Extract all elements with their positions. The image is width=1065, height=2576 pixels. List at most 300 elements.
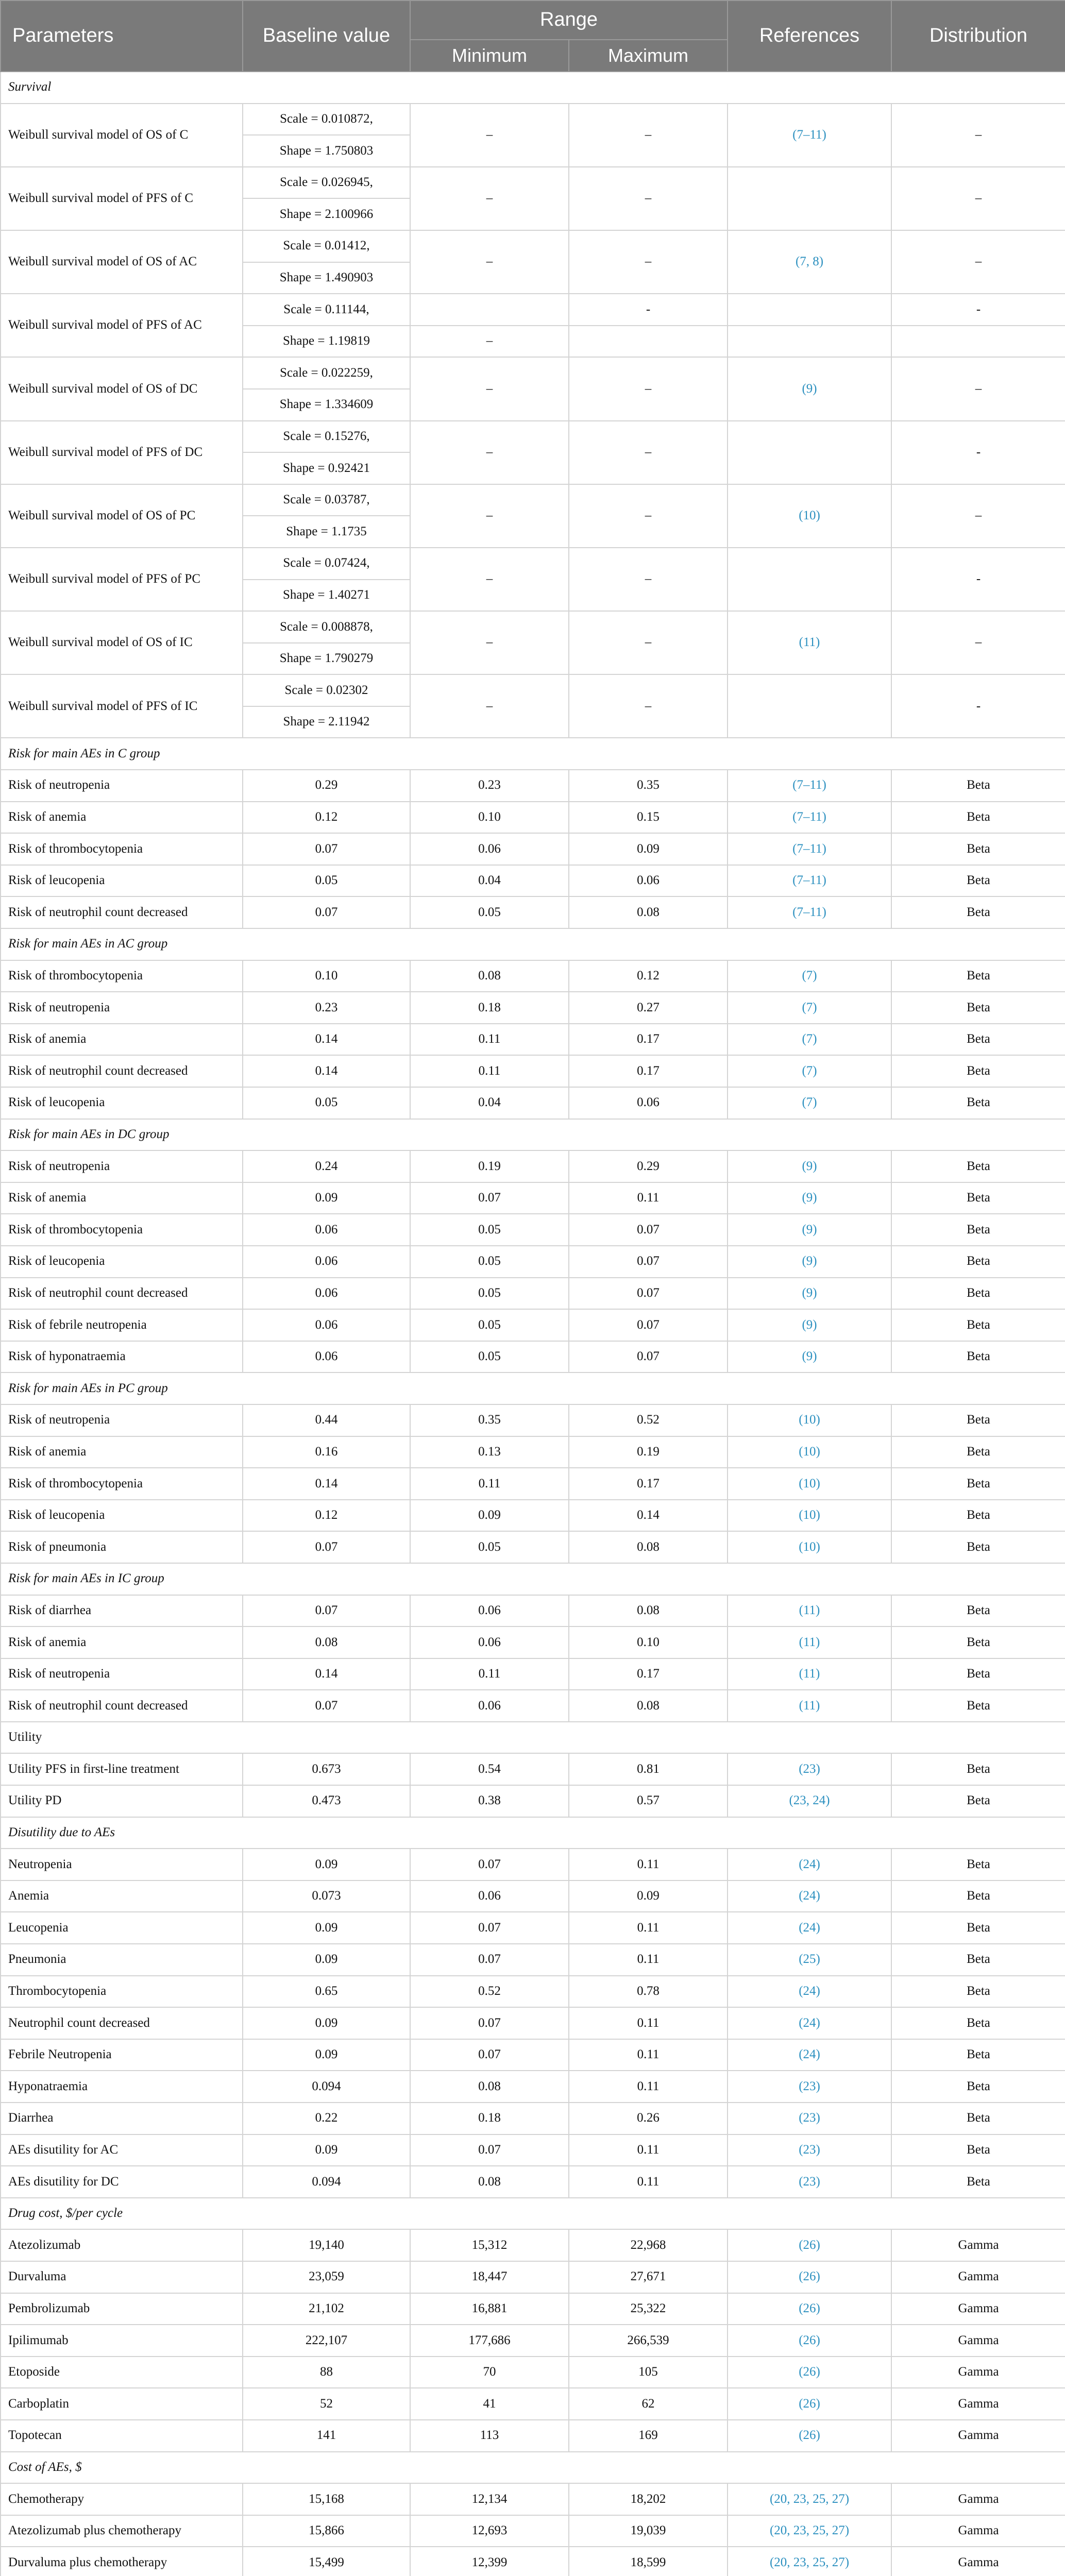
baseline-value: 0.07 [243,1595,410,1627]
reference-link: (7–11) [728,104,891,167]
range-minimum: 18,447 [410,2261,569,2293]
reference-link: (20, 23, 25, 27) [728,2515,891,2547]
section-row [1,2452,1065,2484]
reference-link: (10) [728,1500,891,1532]
parameter-name: Ipilimumab [1,2325,243,2357]
range-minimum: 12,399 [410,2547,569,2576]
range-minimum: 41 [410,2388,569,2420]
table-row [1,611,1065,643]
baseline-scale: Scale = 0.03787, [243,484,410,516]
range-maximum: – [569,230,728,294]
distribution: Beta [891,2039,1065,2071]
reference-link: (23) [728,1753,891,1785]
range-minimum: 0.05 [410,1531,569,1563]
baseline-value: 0.09 [243,2007,410,2039]
baseline-value: 19,140 [243,2229,410,2261]
table-row [1,1182,1065,1214]
parameter-name: AEs disutility for AC [1,2134,243,2166]
parameter-name: Anemia [1,1880,243,1912]
baseline-value: 0.06 [243,1309,410,1341]
reference-link: (26) [728,2388,891,2420]
range-maximum: 0.11 [569,2166,728,2198]
range-minimum: – [410,674,569,738]
table-row [1,1309,1065,1341]
reference-link: (24) [728,1880,891,1912]
range-minimum: 0.52 [410,1976,569,2008]
distribution: Beta [891,1595,1065,1627]
reference-link: (7–11) [728,770,891,802]
table-row [1,1214,1065,1246]
range-maximum: 27,671 [569,2261,728,2293]
range-minimum: 0.05 [410,1341,569,1373]
parameter-name: Utility PD [1,1785,243,1817]
range-maximum: 0.10 [569,1626,728,1658]
range-maximum: 0.17 [569,1055,728,1087]
range-minimum: 0.06 [410,1880,569,1912]
parameter-name: Risk of neutropenia [1,1404,243,1436]
reference-link: (11) [728,1658,891,1690]
reference-link: (7–11) [728,896,891,928]
reference-link: (7–11) [728,802,891,834]
range-maximum: 18,202 [569,2483,728,2515]
distribution: Beta [891,1753,1065,1785]
table-row [1,1468,1065,1500]
table-row [1,992,1065,1024]
baseline-value: 0.094 [243,2071,410,2103]
reference-link: (23) [728,2103,891,2134]
parameter-name: Risk of hyponatraemia [1,1341,243,1373]
distribution: Beta [891,1278,1065,1310]
range-maximum: – [569,104,728,167]
range-minimum: 0.35 [410,1404,569,1436]
table-row [1,548,1065,580]
parameter-name: Febrile Neutropenia [1,2039,243,2071]
table-row [1,1880,1065,1912]
table-row [1,294,1065,326]
baseline-value: 0.07 [243,1690,410,1722]
section-row [1,1372,1065,1404]
table-row [1,1658,1065,1690]
baseline-value: 0.09 [243,2039,410,2071]
range-maximum: 0.11 [569,1182,728,1214]
distribution: Beta [891,1912,1065,1944]
table-row [1,1341,1065,1373]
range-minimum: 0.23 [410,770,569,802]
range-maximum: 0.11 [569,1849,728,1880]
reference-link: (23, 24) [728,1785,891,1817]
parameter-name: Risk of anemia [1,802,243,834]
range-maximum: 0.27 [569,992,728,1024]
header-baseline-value: Baseline value [243,1,410,72]
baseline-scale: Scale = 0.02302 [243,674,410,706]
reference-link: (7) [728,1024,891,1056]
range-maximum: 0.11 [569,2039,728,2071]
range-maximum: 18,599 [569,2547,728,2576]
parameter-name: Risk of pneumonia [1,1531,243,1563]
parameter-name: Risk of thrombocytopenia [1,1468,243,1500]
range-minimum: – [410,421,569,484]
range-minimum: 0.07 [410,1912,569,1944]
distribution: Gamma [891,2547,1065,2576]
range-maximum: 0.78 [569,1976,728,2008]
range-minimum: 0.07 [410,2039,569,2071]
distribution: Gamma [891,2515,1065,2547]
parameter-name: Pneumonia [1,1944,243,1976]
parameter-name: Risk of thrombocytopenia [1,833,243,865]
baseline-value: 0.09 [243,1944,410,1976]
table-row [1,896,1065,928]
baseline-value: 0.09 [243,2134,410,2166]
baseline-value: 0.094 [243,2166,410,2198]
table-row [1,2388,1065,2420]
parameter-name: Neutrophil count decreased [1,2007,243,2039]
reference-link: (24) [728,1912,891,1944]
distribution: Gamma [891,2483,1065,2515]
table-row [1,167,1065,199]
range-minimum: 0.18 [410,992,569,1024]
section-heading: Cost of AEs, $ [1,2452,1065,2484]
parameter-name: Risk of neutropenia [1,1658,243,1690]
baseline-scale: Scale = 0.026945, [243,167,410,199]
reference-link: (23) [728,2071,891,2103]
parameter-name: Weibull survival model of PFS of IC [1,674,243,738]
reference-link: (11) [728,611,891,674]
range-minimum: 0.07 [410,2007,569,2039]
table-row [1,1944,1065,1976]
distribution: Beta [891,833,1065,865]
reference-link: (11) [728,1595,891,1627]
range-minimum: 0.04 [410,1087,569,1119]
parameter-name: Atezolizumab plus chemotherapy [1,2515,243,2547]
range-minimum: – [410,357,569,420]
reference-link: (24) [728,2007,891,2039]
distribution: Beta [891,1468,1065,1500]
range-maximum: 0.14 [569,1500,728,1532]
parameter-name: Diarrhea [1,2103,243,2134]
range-minimum: 0.09 [410,1500,569,1532]
reference-link: (9) [728,1182,891,1214]
range-minimum: 0.06 [410,833,569,865]
range-maximum: 0.17 [569,1024,728,1056]
parameter-name: Durvaluma plus chemotherapy [1,2547,243,2576]
range-minimum: 0.05 [410,1309,569,1341]
reference-link: (10) [728,1404,891,1436]
range-minimum: 0.07 [410,1944,569,1976]
distribution: Gamma [891,2261,1065,2293]
parameter-name: Risk of thrombocytopenia [1,1214,243,1246]
distribution: Beta [891,2103,1065,2134]
distribution: – [891,484,1065,548]
reference-link: (9) [728,1214,891,1246]
parameter-name: Weibull survival model of OS of AC [1,230,243,294]
section-heading: Risk for main AEs in C group [1,738,1065,770]
table-row [1,484,1065,516]
table-row [1,2039,1065,2071]
table-row [1,1626,1065,1658]
range-maximum: 0.19 [569,1436,728,1468]
baseline-value: 15,499 [243,2547,410,2576]
range-minimum: 0.11 [410,1468,569,1500]
range-minimum [410,294,569,326]
distribution: Beta [891,1087,1065,1119]
baseline-scale: Scale = 0.15276, [243,421,410,453]
table-row [1,421,1065,453]
reference-link [728,421,891,484]
baseline-value: 0.10 [243,960,410,992]
baseline-value: 0.09 [243,1912,410,1944]
distribution: Beta [891,1436,1065,1468]
reference-link: (10) [728,1436,891,1468]
reference-link: (7) [728,1087,891,1119]
range-maximum: 19,039 [569,2515,728,2547]
table-row [1,1753,1065,1785]
range-maximum: – [569,167,728,230]
table-row [1,2071,1065,2103]
range-minimum: 177,686 [410,2325,569,2357]
baseline-value: 0.29 [243,770,410,802]
range-maximum: - [569,294,728,326]
table-row [1,2134,1065,2166]
parameter-name: Etoposide [1,2357,243,2388]
table-row [1,1055,1065,1087]
baseline-value: 0.14 [243,1468,410,1500]
range-maximum: 0.17 [569,1658,728,1690]
parameter-name: Topotecan [1,2420,243,2452]
reference-link: (26) [728,2420,891,2452]
table-row [1,2293,1065,2325]
parameter-name: AEs disutility for DC [1,2166,243,2198]
baseline-value: 0.12 [243,1500,410,1532]
reference-link [728,294,891,326]
reference-link: (10) [728,484,891,548]
baseline-shape: Shape = 0.92421 [243,452,410,484]
header-maximum: Maximum [569,40,728,72]
reference-link: (9) [728,357,891,420]
range-minimum: 12,693 [410,2515,569,2547]
baseline-value: 15,168 [243,2483,410,2515]
table-row [1,1278,1065,1310]
parameter-name: Risk of neutrophil count decreased [1,1055,243,1087]
distribution: - [891,294,1065,326]
distribution: – [891,357,1065,420]
parameter-name: Risk of leucopenia [1,1500,243,1532]
reference-link [728,167,891,230]
distribution: Beta [891,2166,1065,2198]
parameter-name: Weibull survival model of OS of C [1,104,243,167]
baseline-shape: Shape = 1.19819 [243,326,410,358]
distribution: – [891,104,1065,167]
table-row [1,1404,1065,1436]
section-heading: Risk for main AEs in IC group [1,1563,1065,1595]
distribution: Gamma [891,2325,1065,2357]
distribution: Gamma [891,2293,1065,2325]
distribution: Beta [891,1150,1065,1182]
section-heading: Risk for main AEs in DC group [1,1119,1065,1151]
range-minimum: 16,881 [410,2293,569,2325]
parameter-name: Weibull survival model of OS of IC [1,611,243,674]
section-row [1,2198,1065,2230]
distribution: Beta [891,1341,1065,1373]
range-maximum: 0.07 [569,1278,728,1310]
range-minimum: 0.06 [410,1595,569,1627]
range-minimum: 0.11 [410,1055,569,1087]
reference-link: (26) [728,2229,891,2261]
range-maximum: 0.08 [569,1531,728,1563]
baseline-shape: Shape = 1.490903 [243,262,410,294]
table-row [1,2420,1065,2452]
baseline-shape: Shape = 2.100966 [243,198,410,230]
range-minimum: 0.05 [410,1214,569,1246]
range-minimum: 12,134 [410,2483,569,2515]
baseline-value: 0.24 [243,1150,410,1182]
baseline-value: 141 [243,2420,410,2452]
reference-link: (24) [728,1849,891,1880]
range-maximum: 0.17 [569,1468,728,1500]
baseline-scale: Scale = 0.022259, [243,357,410,389]
range-minimum: 0.06 [410,1690,569,1722]
range-maximum: 0.11 [569,1944,728,1976]
baseline-shape: Shape = 1.40271 [243,580,410,612]
table-row [1,2325,1065,2357]
distribution: Beta [891,1531,1065,1563]
parameter-name: Risk of thrombocytopenia [1,960,243,992]
reference-link: (7–11) [728,833,891,865]
range-minimum: 0.08 [410,2166,569,2198]
range-minimum: – [410,548,569,611]
range-maximum: 0.07 [569,1246,728,1278]
parameter-name: Weibull survival model of PFS of C [1,167,243,230]
distribution: – [891,230,1065,294]
reference-link: (20, 23, 25, 27) [728,2547,891,2576]
range-maximum: 0.26 [569,2103,728,2134]
parameter-name: Weibull survival model of OS of DC [1,357,243,420]
range-maximum: 0.08 [569,896,728,928]
reference-link: (9) [728,1309,891,1341]
parameter-name: Risk of neutrophil count decreased [1,1278,243,1310]
reference-link: (7, 8) [728,230,891,294]
section-row [1,1119,1065,1151]
reference-link: (11) [728,1626,891,1658]
distribution: Beta [891,1024,1065,1056]
baseline-value: 0.06 [243,1278,410,1310]
parameter-name: Risk of anemia [1,1024,243,1056]
reference-link: (10) [728,1468,891,1500]
range-maximum: – [569,611,728,674]
distribution: Beta [891,1658,1065,1690]
range-maximum: – [569,357,728,420]
range-maximum: 0.06 [569,1087,728,1119]
distribution: - [891,421,1065,484]
baseline-value: 15,866 [243,2515,410,2547]
reference-link: (9) [728,1150,891,1182]
table-row [1,1785,1065,1817]
range-maximum: 169 [569,2420,728,2452]
table-row [1,1150,1065,1182]
baseline-value: 0.073 [243,1880,410,1912]
range-maximum: 0.11 [569,2134,728,2166]
distribution: Gamma [891,2388,1065,2420]
range-minimum: 0.54 [410,1753,569,1785]
table-row [1,1912,1065,1944]
baseline-value: 0.08 [243,1626,410,1658]
reference-link: (26) [728,2261,891,2293]
reference-link [728,674,891,738]
reference-link: (24) [728,2039,891,2071]
reference-link: (9) [728,1341,891,1373]
table-row [1,2547,1065,2576]
baseline-value: 0.09 [243,1182,410,1214]
parameter-name: Risk of anemia [1,1182,243,1214]
reference-link: (25) [728,1944,891,1976]
distribution: Beta [891,1055,1065,1087]
baseline-shape: Shape = 1.1735 [243,516,410,548]
baseline-value: 21,102 [243,2293,410,2325]
reference-link: (9) [728,1246,891,1278]
section-heading: Utility [1,1722,1065,1754]
parameter-name: Utility PFS in first-line treatment [1,1753,243,1785]
range-minimum: 0.07 [410,2134,569,2166]
table-body [1,72,1065,2576]
reference-link: (7) [728,1055,891,1087]
range-maximum: – [569,548,728,611]
parameter-name: Risk of neutrophil count decreased [1,1690,243,1722]
range-minimum: – [410,230,569,294]
table-row [1,833,1065,865]
baseline-value: 222,107 [243,2325,410,2357]
range-minimum: 0.11 [410,1658,569,1690]
baseline-value: 0.09 [243,1849,410,1880]
range-maximum: – [569,484,728,548]
reference-link: (26) [728,2293,891,2325]
baseline-value: 0.12 [243,802,410,834]
distribution: Beta [891,770,1065,802]
range-minimum: 0.10 [410,802,569,834]
parameter-name: Risk of neutropenia [1,992,243,1024]
range-minimum: – [410,104,569,167]
baseline-value: 0.14 [243,1658,410,1690]
section-heading: Survival [1,72,1065,104]
range-minimum: 0.08 [410,2071,569,2103]
distribution: Beta [891,1246,1065,1278]
parameter-name: Risk of neutrophil count decreased [1,896,243,928]
range-minimum: 0.13 [410,1436,569,1468]
section-heading: Risk for main AEs in PC group [1,1372,1065,1404]
range-maximum: 0.07 [569,1214,728,1246]
table-row [1,1024,1065,1056]
parameter-name: Risk of neutropenia [1,1150,243,1182]
parameter-name: Leucopenia [1,1912,243,1944]
baseline-scale: Scale = 0.008878, [243,611,410,643]
parameter-name: Hyponatraemia [1,2071,243,2103]
baseline-value: 0.22 [243,2103,410,2134]
range-minimum: 0.19 [410,1150,569,1182]
range-maximum: 266,539 [569,2325,728,2357]
table-row [1,104,1065,135]
distribution: Beta [891,1690,1065,1722]
baseline-value: 0.06 [243,1214,410,1246]
baseline-value: 88 [243,2357,410,2388]
table-row [1,960,1065,992]
range-minimum: – [410,167,569,230]
baseline-value: 0.44 [243,1404,410,1436]
range-maximum: 0.15 [569,802,728,834]
range-maximum: 0.08 [569,1690,728,1722]
section-row [1,1722,1065,1754]
parameter-name: Weibull survival model of PFS of AC [1,294,243,357]
section-row [1,72,1065,104]
parameter-name: Neutropenia [1,1849,243,1880]
header-references: References [728,1,891,72]
